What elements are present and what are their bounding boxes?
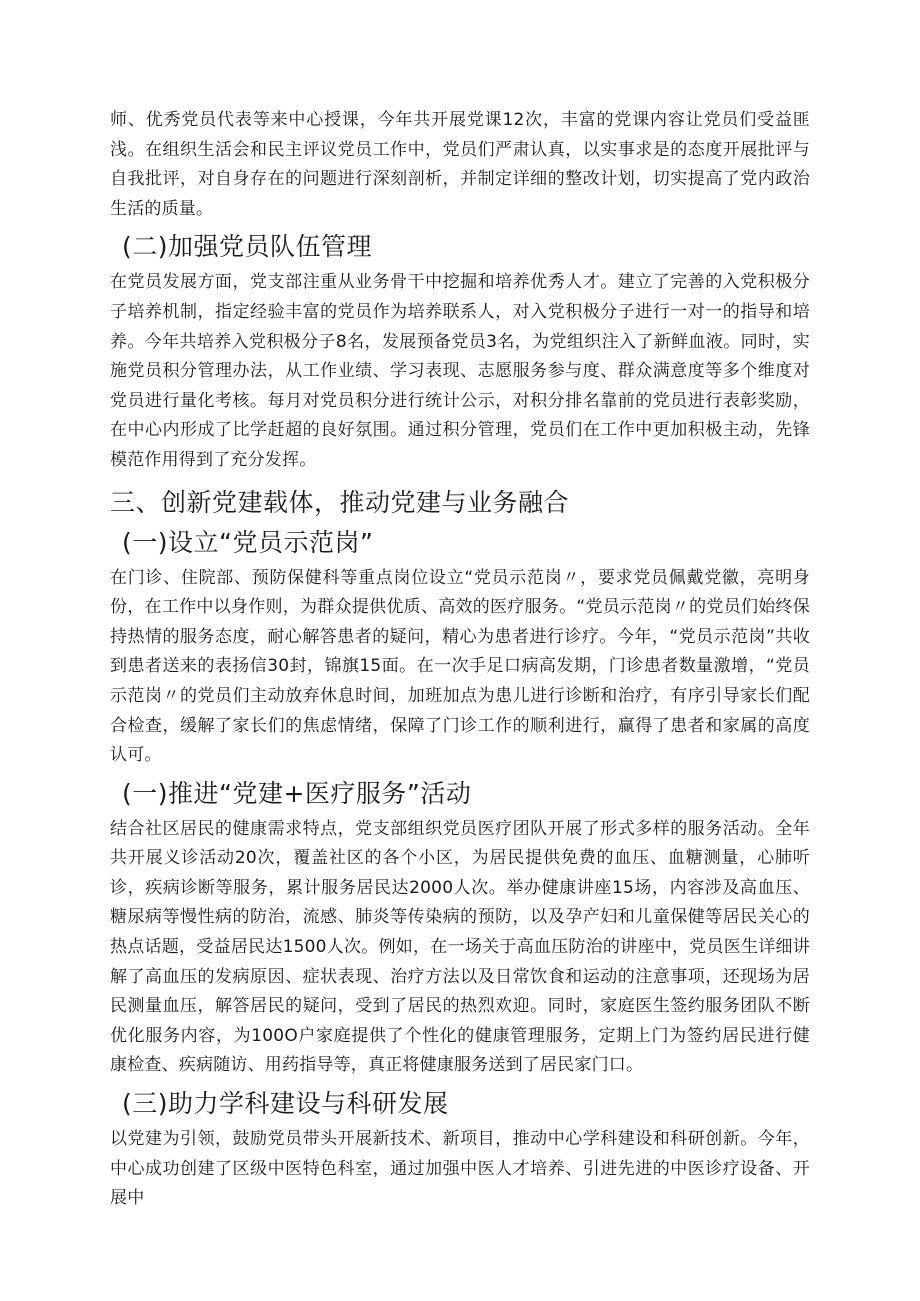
heading-strengthen-team: (二)加强党员队伍管理 (122, 232, 373, 262)
heading-model-post: (一)设立“党员示范岗” (122, 527, 374, 557)
paragraph-model-post: 在门诊、住院部、预防保健科等重点岗位设立“党员示范岗〃，要求党员佩戴党徽，亮明身份，在工作中以身作则，为群众提供优质、高效的医疗服务。“党员示范岗〃的党员们始终保持热情的服务态度，耐心解答患者的疑问，精心为患者进行诊疗。今年，“党员示范岗”共收到患者送来的表扬信30封，锦旗15面。在一次手足口病高发期，门诊患者数量激增，“党员示范岗〃的党员们主动放弃休息时间，加班加点为患儿进行诊断和治疗，有序引导家长们配合检查，缓解了家长们的焦虑情绪，保障了门诊工作的顺利进行，赢得了患者和家属的高度认可。 (110, 567, 810, 766)
heading-party-medical-service: (一)推进“党建+医疗服务”活动 (122, 778, 472, 808)
paragraph-party-lectures: 师、优秀党员代表等来中心授课，今年共开展党课12次，丰富的党课内容让党员们受益匪浅。在组织生活会和民主评议党员工作中，党员们严肃认真，以实事求是的态度开展批评与自我批评，对自身存在的问题进行深刻剖析，并制定详细的整改计划，切实提高了党内政治生活的质量。 (110, 110, 810, 219)
document-page (110, 106, 810, 1214)
heading-section-three: 三、创新党建载体，推动党建与业务融合 (110, 487, 570, 517)
paragraph-discipline-research: 以党建为引领，鼓励党员带头开展新技术、新项目，推动中心学科建设和科研创新。今年，中心成功创建了区级中医特色科室，通过加强中医人才培养、引进先进的中医诊疗设备、开展中 (110, 1129, 810, 1209)
paragraph-member-development: 在党员发展方面，党支部注重从业务骨干中挖掘和培养优秀人才。建立了完善的入党积极分子培养机制，指定经验丰富的党员作为培养联系人，对入党积极分子进行一对一的指导和培养。今年共培养入党积极分子8名，发展预备党员3名，为党组织注入了新鲜血液。同时，实施党员积分管理办法，从工作业绩、学习表现、志愿服务参与度、群众满意度等多个维度对党员进行量化考核。每月对党员积分进行统计公示，对积分排名靠前的党员进行表彰奖励，在中心内形成了比学赶超的良好氛围。通过积分管理，党员们在工作中更加积极主动，先锋模范作用得到了充分发挥。 (110, 272, 810, 470)
paragraph-medical-service: 结合社区居民的健康需求特点，党支部组织党员医疗团队开展了形式多样的服务活动。全年共开展义诊活动20次，覆盖社区的各个小区，为居民提供免费的血压、血糖测量，心肺听诊，疾病诊断等服务，累计服务居民达2000人次。举办健康讲座15场，内容涉及高血压、糖尿病等慢性病的防治，流感、肺炎等传染病的预防，以及孕产妇和儿童保健等居民关心的热点话题，受益居民达1500人次。例如，在一场关于高血压防治的讲座中，党员医生详细讲解了高血压的发病原因、症状表现、治疗方法以及日常饮食和运动的注意事项，还现场为居民测量血压，解答居民的疑问，受到了居民的热烈欢迎。同时，家庭医生签约服务团队不断优化服务内容，为100O户家庭提供了个性化的健康管理服务，定期上门为签约居民进行健康检查、疾病随访、用药指导等，真正将健康服务送到了居民家门口。 (110, 818, 810, 1076)
heading-discipline-research: (三)助力学科建设与科研发展 (122, 1089, 449, 1119)
